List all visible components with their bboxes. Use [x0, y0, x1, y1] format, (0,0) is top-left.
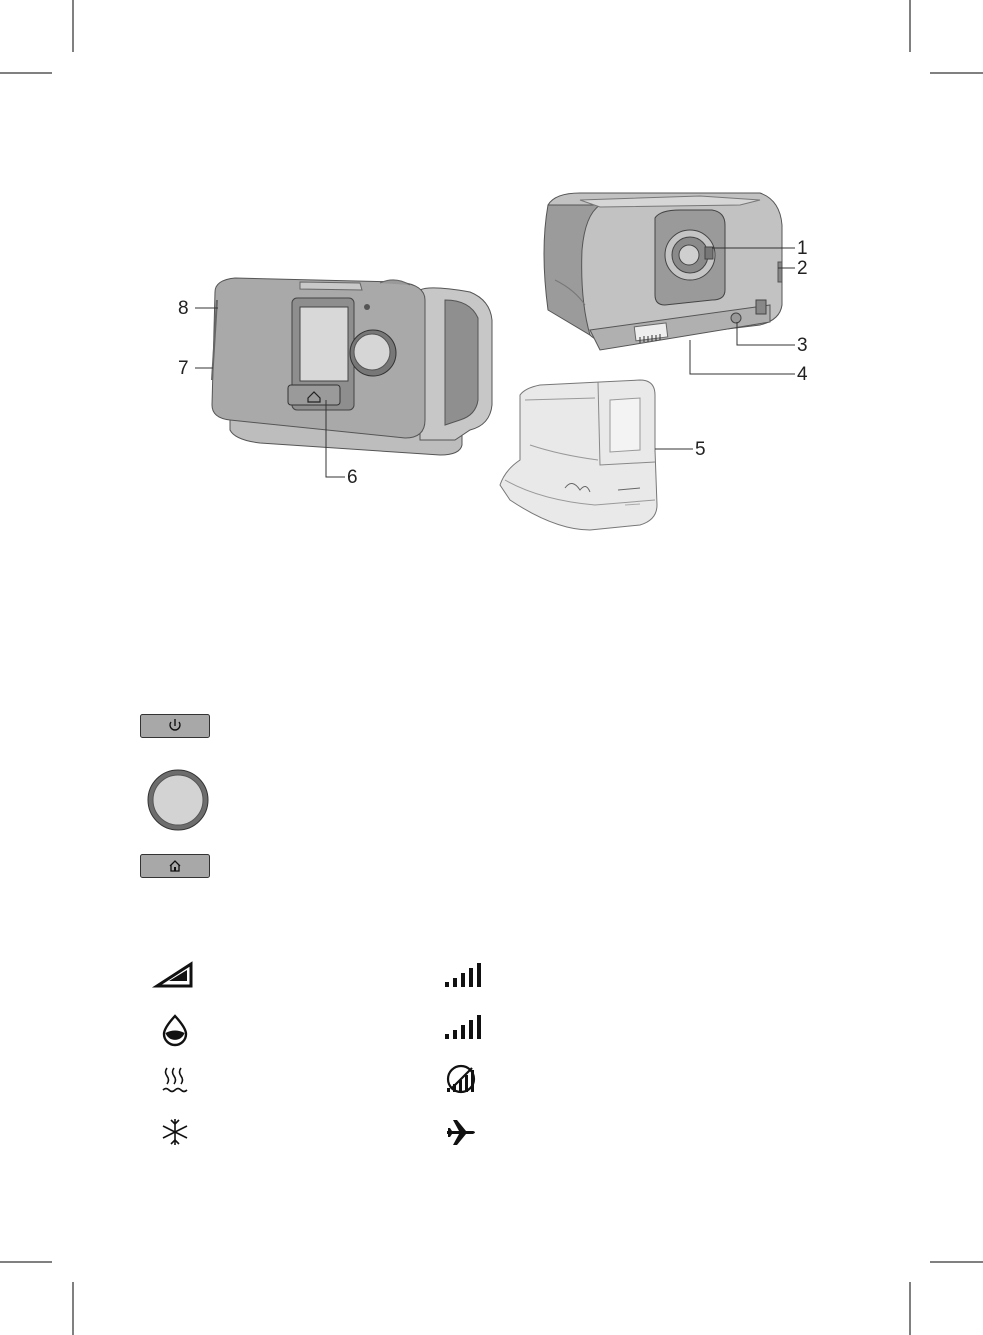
dial-icon	[147, 769, 209, 831]
signal-strength-icon	[444, 962, 484, 992]
callout-8: 8	[178, 298, 189, 319]
signal-strength-icon	[444, 1014, 484, 1044]
airplane-mode-icon	[446, 1118, 480, 1148]
callout-2: 2	[797, 258, 808, 279]
callout-6: 6	[347, 467, 358, 488]
ramp-icon	[155, 962, 195, 992]
callout-4: 4	[797, 364, 808, 385]
heated-tube-icon	[161, 1066, 191, 1096]
callout-7: 7	[178, 358, 189, 379]
humidity-icon	[160, 1014, 190, 1044]
callout-1: 1	[797, 238, 808, 259]
home-button[interactable]	[140, 854, 210, 878]
home-icon	[140, 854, 210, 878]
callout-3: 3	[797, 335, 808, 356]
callout-lines	[0, 0, 983, 600]
power-icon	[140, 714, 210, 738]
no-signal-icon	[444, 1063, 484, 1097]
callout-5: 5	[695, 439, 706, 460]
climate-snowflake-icon	[161, 1118, 191, 1148]
power-button[interactable]	[140, 714, 210, 738]
control-dial[interactable]	[147, 769, 209, 831]
